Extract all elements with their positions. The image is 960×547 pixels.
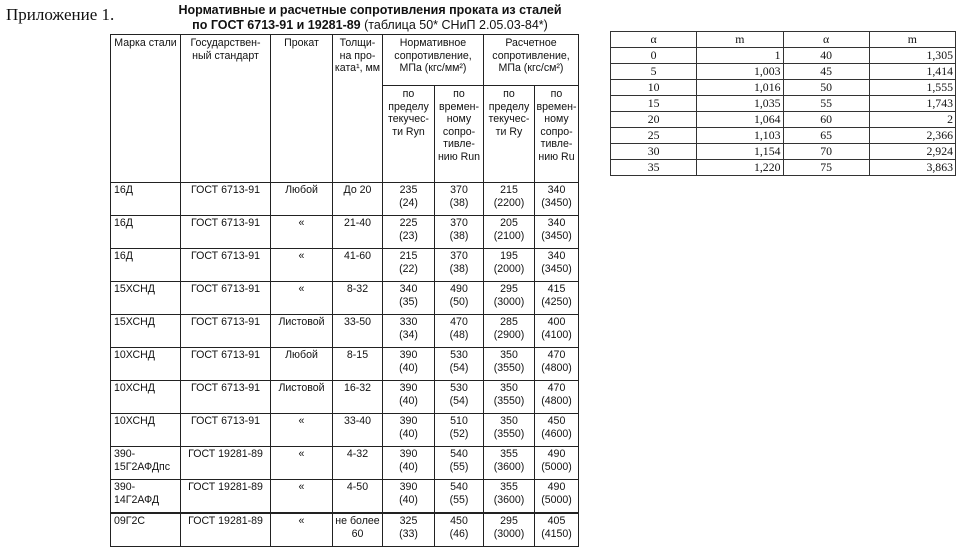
am-cell: 45 <box>783 64 869 80</box>
am-cell: 1,003 <box>697 64 783 80</box>
cell-run: 510 (52) <box>435 414 484 447</box>
cell-run: 530 (54) <box>435 348 484 381</box>
am-header-alpha-1: α <box>611 32 697 48</box>
cell-ru: 340 (3450) <box>535 183 579 216</box>
table-row <box>111 414 579 447</box>
cell-ry: 355 (3600) <box>484 480 535 514</box>
cell-ryn: 390 (40) <box>383 480 435 514</box>
am-row <box>611 96 956 112</box>
am-cell: 1 <box>697 48 783 64</box>
am-cell: 1,103 <box>697 128 783 144</box>
header-rolled: Прокат <box>271 35 333 183</box>
table-row <box>111 447 579 480</box>
cell-grade: 16Д <box>111 249 181 282</box>
header-design: Расчетное сопротивление, МПа (кгс/см²) <box>484 35 579 86</box>
cell-ryn: 390 (40) <box>383 414 435 447</box>
table-row <box>111 183 579 216</box>
am-cell: 1,220 <box>697 160 783 176</box>
title-line-2-rest: (таблица 50* СНиП 2.05.03-84*) <box>360 18 548 32</box>
header-thickness: Толщи-на про-ката¹, мм <box>333 35 383 183</box>
header-normative: Нормативное сопротивление, МПа (кгс/мм²) <box>383 35 484 86</box>
cell-thickness: 21-40 <box>333 216 383 249</box>
cell-standard: ГОСТ 19281-89 <box>181 447 271 480</box>
cell-standard: ГОСТ 6713-91 <box>181 282 271 315</box>
cell-ryn: 325 (33) <box>383 513 435 547</box>
subheader-run: по времен-ному сопро-тивле-нию Run <box>435 86 484 183</box>
am-cell: 30 <box>611 144 697 160</box>
cell-standard: ГОСТ 19281-89 <box>181 513 271 547</box>
am-cell: 20 <box>611 112 697 128</box>
cell-rolled: Листовой <box>271 315 333 348</box>
steel-resistance-table <box>110 34 579 547</box>
cell-ru: 470 (4800) <box>535 381 579 414</box>
cell-grade: 390-15Г2АФДпс <box>111 447 181 480</box>
table-row <box>111 249 579 282</box>
table-row <box>111 315 579 348</box>
am-header-row <box>611 32 956 48</box>
cell-run: 470 (48) <box>435 315 484 348</box>
am-row <box>611 80 956 96</box>
header-row <box>111 35 579 86</box>
am-cell: 35 <box>611 160 697 176</box>
am-cell: 10 <box>611 80 697 96</box>
cell-thickness: До 20 <box>333 183 383 216</box>
cell-rolled: Любой <box>271 348 333 381</box>
cell-ru: 415 (4250) <box>535 282 579 315</box>
header-standard: Государствен-ный стандарт <box>181 35 271 183</box>
cell-ryn: 390 (40) <box>383 348 435 381</box>
am-header-alpha-2: α <box>783 32 869 48</box>
cell-ryn: 340 (35) <box>383 282 435 315</box>
cell-rolled: « <box>271 414 333 447</box>
header-grade: Марка стали <box>111 35 181 183</box>
cell-standard: ГОСТ 6713-91 <box>181 414 271 447</box>
am-row <box>611 144 956 160</box>
am-cell: 1,305 <box>869 48 955 64</box>
subheader-ry: по пределу текучес-ти Ry <box>484 86 535 183</box>
title-line-2-bold: по ГОСТ 6713-91 и 19281-89 <box>192 18 361 32</box>
table-row <box>111 282 579 315</box>
am-cell: 1,743 <box>869 96 955 112</box>
am-cell: 50 <box>783 80 869 96</box>
am-row <box>611 128 956 144</box>
am-row <box>611 112 956 128</box>
cell-thickness: не более 60 <box>333 513 383 547</box>
am-cell: 55 <box>783 96 869 112</box>
cell-grade: 10ХСНД <box>111 348 181 381</box>
cell-ru: 340 (3450) <box>535 249 579 282</box>
cell-ry: 195 (2000) <box>484 249 535 282</box>
cell-thickness: 33-50 <box>333 315 383 348</box>
cell-run: 370 (38) <box>435 183 484 216</box>
am-cell: 1,016 <box>697 80 783 96</box>
cell-ryn: 215 (22) <box>383 249 435 282</box>
cell-ru: 400 (4100) <box>535 315 579 348</box>
am-header-m-1: m <box>697 32 783 48</box>
cell-standard: ГОСТ 6713-91 <box>181 315 271 348</box>
am-header-m-2: m <box>869 32 955 48</box>
cell-run: 540 (55) <box>435 480 484 514</box>
am-cell: 60 <box>783 112 869 128</box>
subheader-ryn: по пределу текучес-ти Rуn <box>383 86 435 183</box>
cell-ry: 295 (3000) <box>484 282 535 315</box>
am-cell: 1,414 <box>869 64 955 80</box>
am-cell: 2,924 <box>869 144 955 160</box>
am-cell: 15 <box>611 96 697 112</box>
am-cell: 1,035 <box>697 96 783 112</box>
am-cell: 70 <box>783 144 869 160</box>
table-row <box>111 513 579 547</box>
cell-rolled: Любой <box>271 183 333 216</box>
alpha-m-table <box>610 31 956 176</box>
cell-ryn: 330 (34) <box>383 315 435 348</box>
cell-rolled: « <box>271 513 333 547</box>
subheader-ru: по времен-ному сопро-тивле-нию Ru <box>535 86 579 183</box>
cell-run: 530 (54) <box>435 381 484 414</box>
am-row <box>611 64 956 80</box>
cell-standard: ГОСТ 6713-91 <box>181 348 271 381</box>
cell-ry: 285 (2900) <box>484 315 535 348</box>
title-line-1: Нормативные и расчетные сопротивления проката из сталей <box>178 3 562 17</box>
cell-ry: 205 (2100) <box>484 216 535 249</box>
cell-rolled: Листовой <box>271 381 333 414</box>
cell-ryn: 390 (40) <box>383 447 435 480</box>
am-cell: 1,555 <box>869 80 955 96</box>
table-row <box>111 480 579 514</box>
cell-run: 370 (38) <box>435 216 484 249</box>
cell-ry: 295 (3000) <box>484 513 535 547</box>
cell-standard: ГОСТ 19281-89 <box>181 480 271 514</box>
cell-rolled: « <box>271 216 333 249</box>
cell-ru: 405 (4150) <box>535 513 579 547</box>
cell-ru: 490 (5000) <box>535 480 579 514</box>
am-cell: 75 <box>783 160 869 176</box>
am-row <box>611 48 956 64</box>
cell-ryn: 390 (40) <box>383 381 435 414</box>
am-cell: 65 <box>783 128 869 144</box>
cell-grade: 10ХСНД <box>111 381 181 414</box>
cell-rolled: « <box>271 282 333 315</box>
table-row <box>111 348 579 381</box>
cell-standard: ГОСТ 6713-91 <box>181 183 271 216</box>
cell-standard: ГОСТ 6713-91 <box>181 216 271 249</box>
table-row <box>111 381 579 414</box>
cell-rolled: « <box>271 480 333 514</box>
cell-run: 370 (38) <box>435 249 484 282</box>
cell-ry: 350 (3550) <box>484 414 535 447</box>
cell-ru: 490 (5000) <box>535 447 579 480</box>
cell-ryn: 225 (23) <box>383 216 435 249</box>
cell-thickness: 8-15 <box>333 348 383 381</box>
cell-thickness: 4-32 <box>333 447 383 480</box>
cell-ryn: 235 (24) <box>383 183 435 216</box>
cell-rolled: « <box>271 447 333 480</box>
cell-grade: 16Д <box>111 183 181 216</box>
table-row <box>111 216 579 249</box>
am-cell: 2,366 <box>869 128 955 144</box>
am-cell: 1,064 <box>697 112 783 128</box>
cell-thickness: 4-50 <box>333 480 383 514</box>
cell-run: 540 (55) <box>435 447 484 480</box>
cell-grade: 390-14Г2АФД <box>111 480 181 514</box>
cell-ru: 470 (4800) <box>535 348 579 381</box>
am-cell: 5 <box>611 64 697 80</box>
cell-ry: 355 (3600) <box>484 447 535 480</box>
cell-ry: 215 (2200) <box>484 183 535 216</box>
am-cell: 40 <box>783 48 869 64</box>
cell-rolled: « <box>271 249 333 282</box>
cell-grade: 15ХСНД <box>111 282 181 315</box>
appendix-label: Приложение 1. <box>6 5 115 24</box>
cell-thickness: 41-60 <box>333 249 383 282</box>
am-cell: 3,863 <box>869 160 955 176</box>
cell-thickness: 16-32 <box>333 381 383 414</box>
am-cell: 2 <box>869 112 955 128</box>
title-line-2 <box>110 18 630 33</box>
cell-run: 450 (46) <box>435 513 484 547</box>
cell-grade: 10ХСНД <box>111 414 181 447</box>
cell-ru: 340 (3450) <box>535 216 579 249</box>
cell-run: 490 (50) <box>435 282 484 315</box>
cell-standard: ГОСТ 6713-91 <box>181 249 271 282</box>
cell-ru: 450 (4600) <box>535 414 579 447</box>
cell-standard: ГОСТ 6713-91 <box>181 381 271 414</box>
am-cell: 1,154 <box>697 144 783 160</box>
cell-ry: 350 (3550) <box>484 381 535 414</box>
cell-grade: 15ХСНД <box>111 315 181 348</box>
table-title <box>110 3 630 33</box>
am-cell: 0 <box>611 48 697 64</box>
cell-thickness: 33-40 <box>333 414 383 447</box>
am-row <box>611 160 956 176</box>
cell-thickness: 8-32 <box>333 282 383 315</box>
cell-grade: 09Г2С <box>111 513 181 547</box>
cell-grade: 16Д <box>111 216 181 249</box>
am-cell: 25 <box>611 128 697 144</box>
cell-ry: 350 (3550) <box>484 348 535 381</box>
